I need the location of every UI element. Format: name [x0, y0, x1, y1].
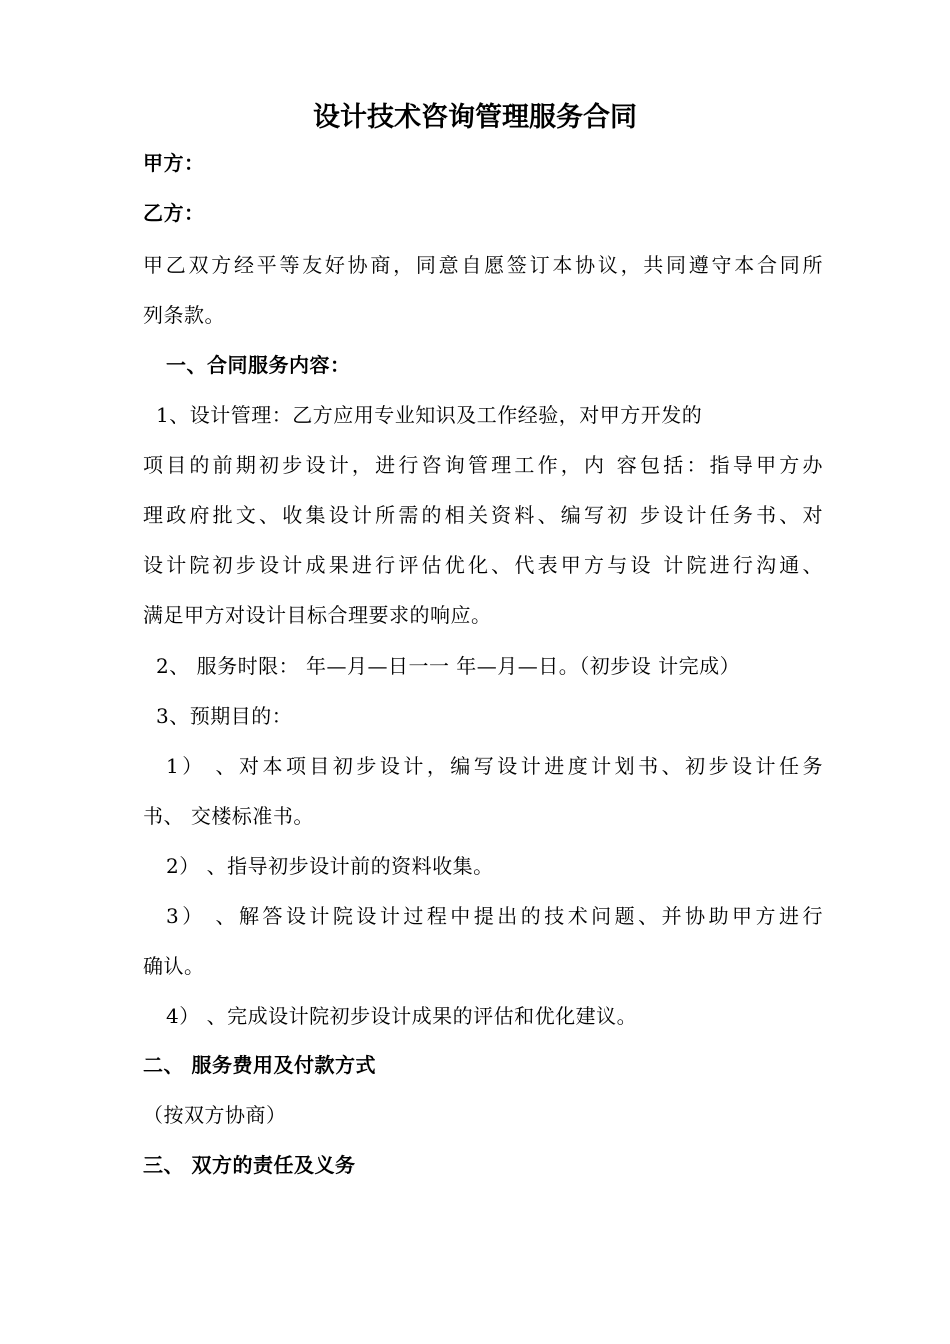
item-3-expected-goals: 3、预期目的：	[156, 704, 293, 728]
goal-1-line-1: 1） 、对本项目初步设计，编写设计进度计划书、初步设计任务	[166, 754, 823, 778]
goal-3-line-2: 确认。	[143, 954, 205, 978]
document-title: 设计技术咨询管理服务合同	[313, 102, 637, 133]
goal-4: 4） 、完成设计院初步设计成果的评估和优化建议。	[166, 1004, 638, 1028]
section-2-note: （按双方协商）	[143, 1103, 287, 1127]
section-3-heading: 三、 双方的责任及义务	[143, 1153, 356, 1177]
party-a-label: 甲方：	[143, 151, 205, 175]
goal-1-line-2: 书、 交楼标准书。	[143, 804, 314, 828]
intro-paragraph-line-2: 列条款。	[143, 303, 225, 327]
section-2-heading: 二、 服务费用及付款方式	[143, 1053, 376, 1077]
item-1-line-4: 设计院初步设计成果进行评估优化、代表甲方与设 计院进行沟通、	[143, 553, 823, 577]
intro-paragraph-line-1: 甲乙双方经平等友好协商，同意自愿签订本协议，共同遵守本合同所	[143, 253, 823, 277]
item-1-line-3: 理政府批文、收集设计所需的相关资料、编写初 步设计任务书、对	[143, 503, 823, 527]
item-2-service-period: 2、 服务时限： 年—月—日一一 年—月—日。（初步设 计完成）	[156, 654, 741, 678]
party-b-label: 乙方：	[143, 201, 205, 225]
item-1-line-1: 1、设计管理：乙方应用专业知识及工作经验，对甲方开发的	[156, 403, 703, 427]
goal-2: 2） 、指导初步设计前的资料收集。	[166, 854, 494, 878]
item-1-line-5: 满足甲方对设计目标合理要求的响应。	[143, 603, 492, 627]
section-1-heading: 一、合同服务内容：	[166, 353, 351, 377]
goal-3-line-1: 3） 、解答设计院设计过程中提出的技术问题、并协助甲方进行	[166, 904, 823, 928]
item-1-line-2: 项目的前期初步设计，进行咨询管理工作，内 容包括：指导甲方办	[143, 453, 823, 477]
